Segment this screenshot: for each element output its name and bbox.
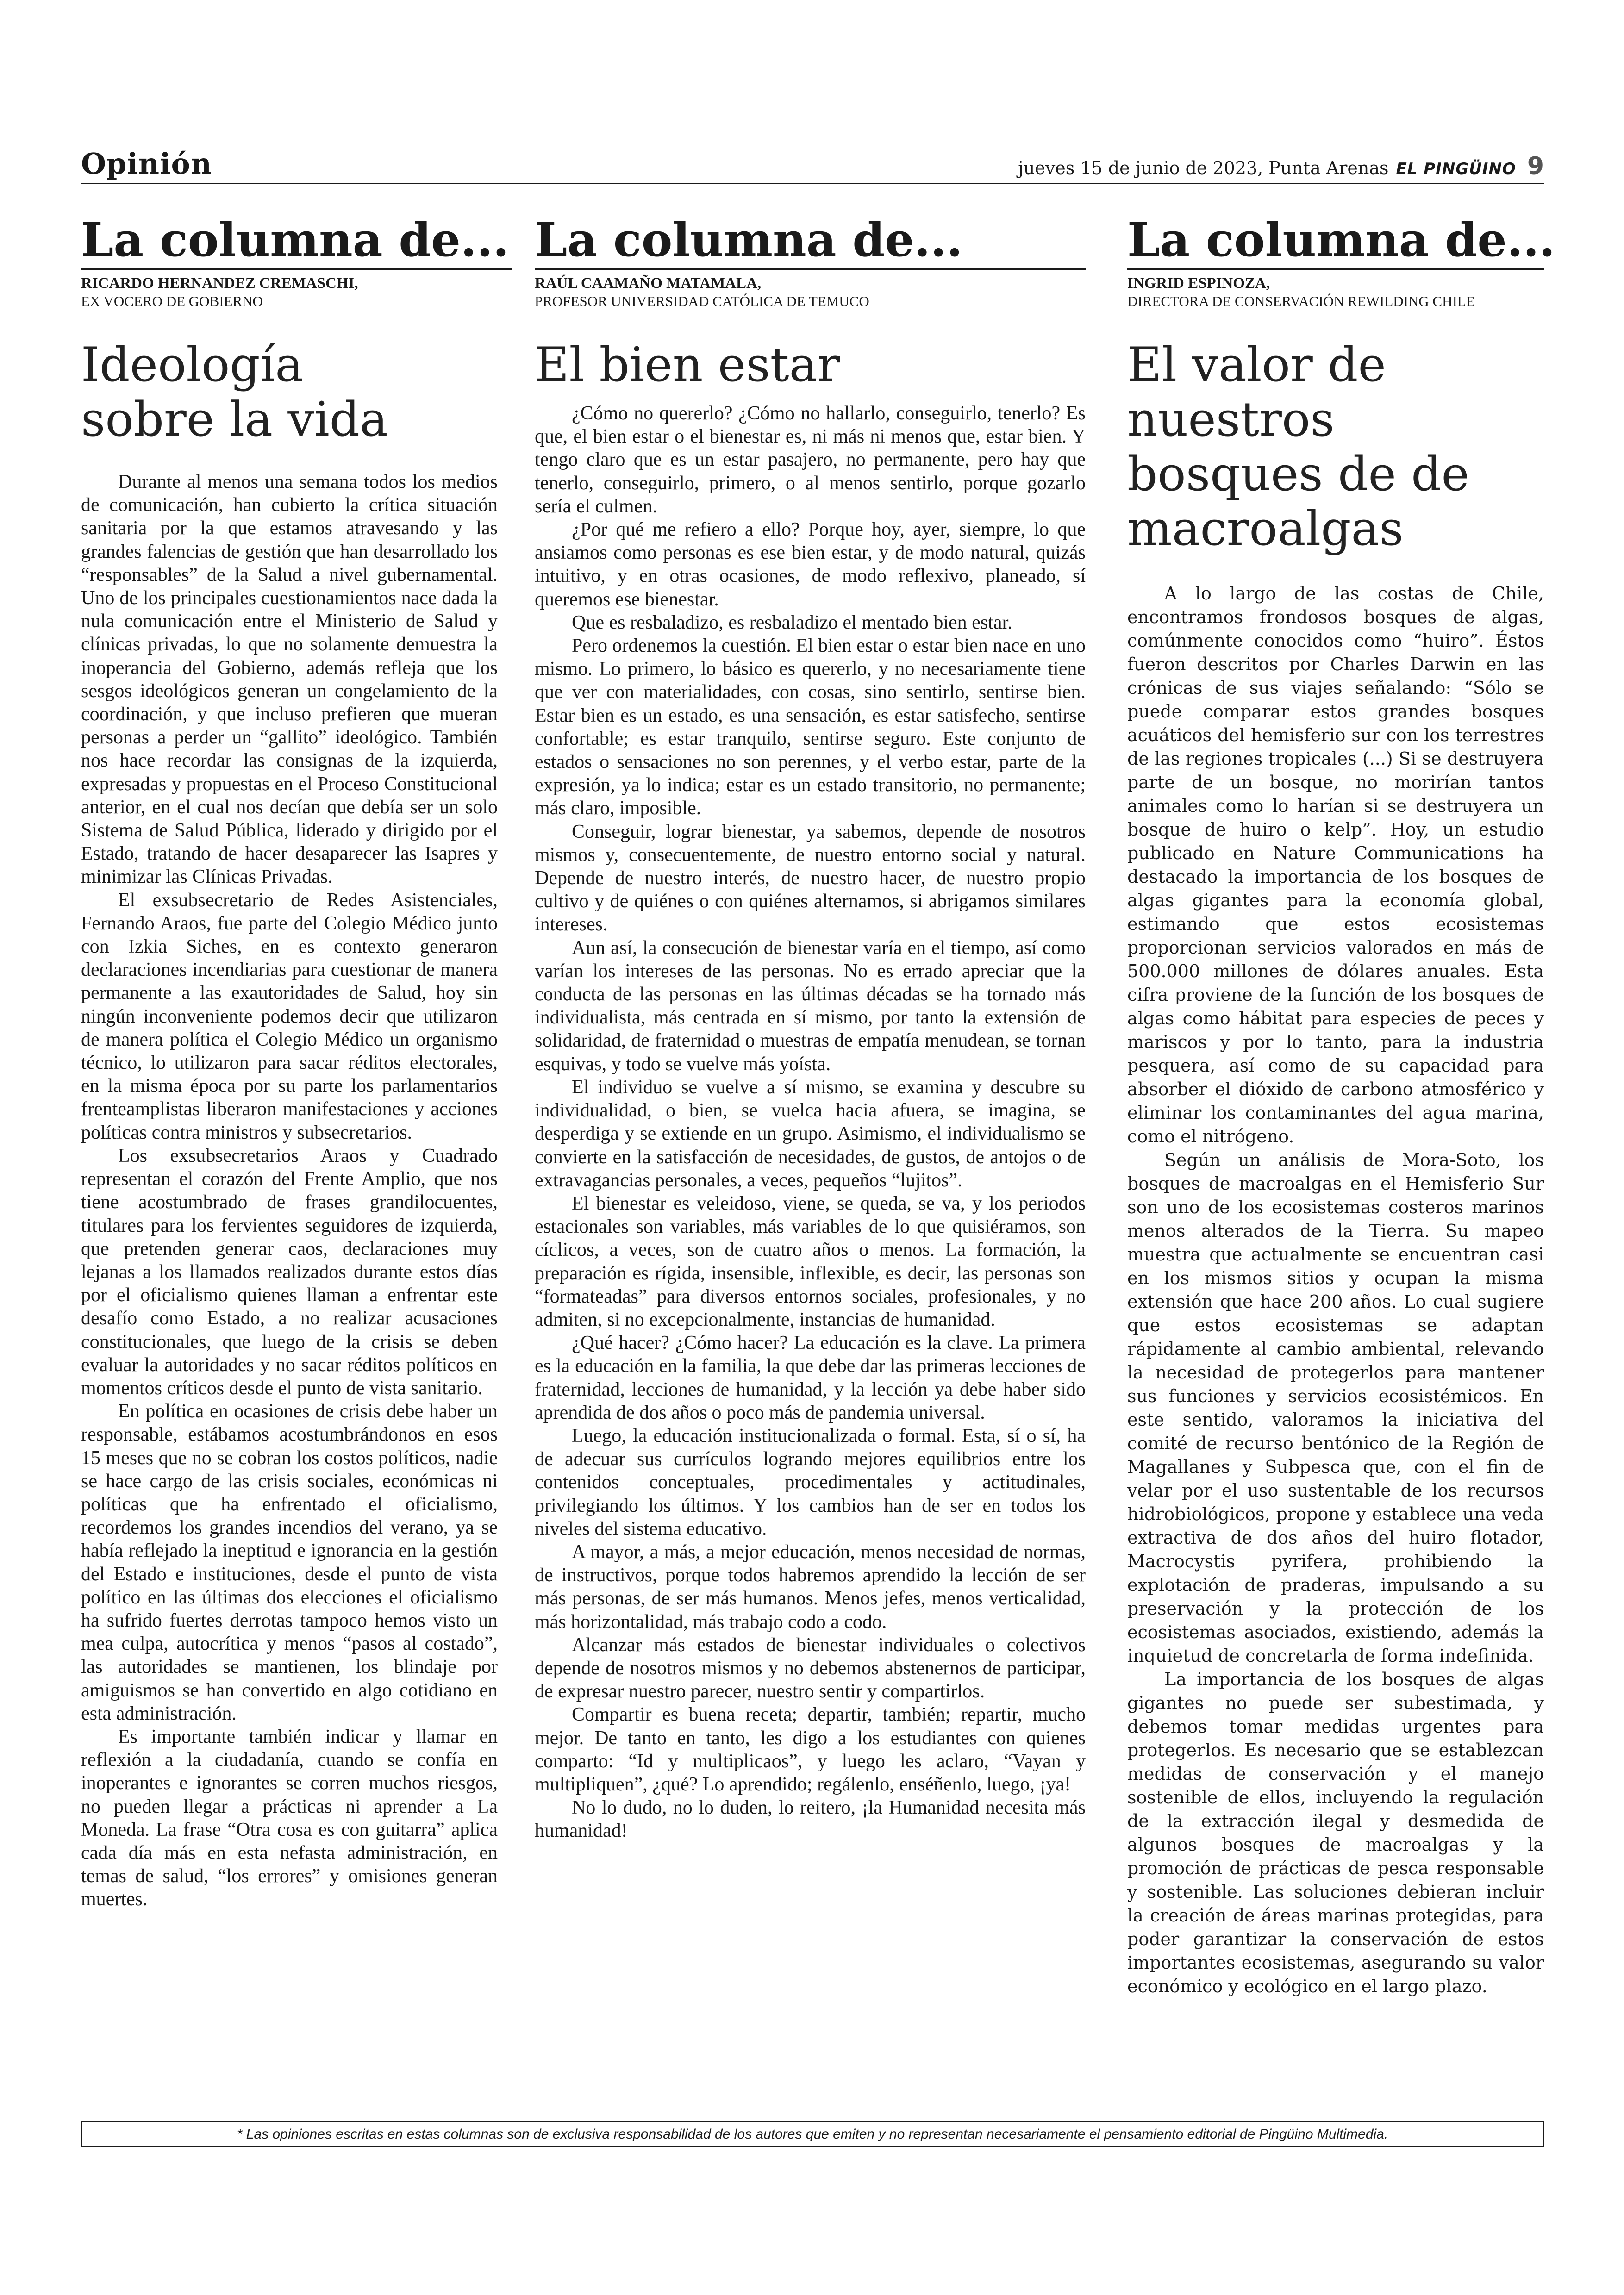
disclaimer-text: * Las opiniones escritas en estas columnas son de exclusiva responsabilidad de los autores que emiten y no representan necesariamente el pensamiento editorial de Pingüino Multimedia.	[237, 2127, 1388, 2142]
article-paragraph: En política en ocasiones de crisis debe haber un responsable, estábamos acostumbrándonos en esos 15 meses que no se cobran los costos políticos, nadie se hace cargo de las crisis sociales, económicas ni políticas que ha enfrentado el oficialismo, recordemos los grandes incendios del verano, ya se había reflejado la ineptitud e ignorancia en la gestión del Estado e instituciones, desde el punto de vista político en las últimas dos elecciones el oficialismo ha sufrido fuertes derrotas tampoco hemos visto un mea culpa, autocrítica y menos “pasos al costado”, las autoridades se mantienen, los blindaje por amiguismos se han convertido en algo cotidiano en esta administración.	[81, 1401, 498, 1724]
column-label: La columna de...	[535, 214, 1086, 270]
author-name: RICARDO HERNANDEZ CREMASCHI,	[81, 275, 358, 292]
article-paragraph: La importancia de los bosques de algas gigantes no puede ser subestimada, y debemos tomar medidas urgentes para protegerlos. Es necesario que se establezcan medidas de conservación y el manejo sostenible de ellos, incluyendo la regulación de la extracción ilegal y desmedida de algunos bosques de macroalgas y la promoción de prácticas de pesca responsable y sostenible. Las soluciones debieran incluir la creación de áreas marinas protegidas, para poder garantizar la conservación de estos importantes ecosistemas, asegurando su valor económico y ecológico en el largo plazo.	[1127, 1669, 1544, 1996]
article-body	[535, 402, 1086, 1843]
article-paragraph: Luego, la educación institucionalizada o formal. Esta, sí o sí, ha de adecuar sus currículos logrando mejores equilibrios entre los contenidos conceptuales, procedimentales y actitudinales, privilegiando los últimos. Y los cambios han de ser en todos los niveles del sistema educativo.	[535, 1425, 1086, 1540]
article-paragraph: Que es resbaladizo, es resbaladizo el mentado bien estar.	[572, 611, 1012, 633]
disclaimer-box	[81, 2121, 1544, 2147]
author-role: EX VOCERO DE GOBIERNO	[81, 293, 263, 309]
article-paragraph: Pero ordenemos la cuestión. El bien estar o estar bien nace en uno mismo. Lo primero, lo básico es quererlo, y no necesariamente tiene que ver con materialidades, con cosas, sino sentirlo, sentirse bien. Estar bien es un estado, es una sensación, es estar satisfecho, sentirse confortable; es estar tranquilo, sentirse seguro. Este conjunto de estados o sensaciones no son perennes, y el verbo estar, parte de la expresión, ya lo indica; estar es un estado transitorio, no permanente; más claro, imposible.	[535, 635, 1086, 819]
article-paragraph: No lo dudo, no lo duden, lo reitero, ¡la Humanidad necesita más humanidad!	[535, 1797, 1086, 1842]
article-paragraph: A lo largo de las costas de Chile, encontramos frondosos bosques de algas, comúnmente conocidos como “huiro”. Éstos fueron descritos por Charles Darwin en las crónicas de sus viajes señalando: “Sólo se puede comparar estos grandes bosques acuáticos del hemisferio sur con los terrestres de las regiones tropicales (...) Si se destruyera parte de un bosque, no morirían tantos animales como lo harían si se destruyera un bosque de huiro o kelp”. Hoy, un estudio publicado en Nature Communications ha destacado la importancia de los bosques de algas gigantes para la economía global, estimando que estos ecosistemas proporcionan servicios valorados en más de 500.000 millones de dólares anuales. Esta cifra proviene de la función de los bosques de algas como hábitat para especies de peces y mariscos y por lo tanto, para la industria pesquera, así como de su capacidad para absorber el dióxido de carbono atmosférico y eliminar los contaminantes del agua marina, como el nitrógeno.	[1127, 583, 1544, 1147]
article-paragraph: ¿Cómo no quererlo? ¿Cómo no hallarlo, conseguirlo, tenerlo? Es que, el bien estar o el bienestar es, ni más ni menos que, estar bien. Y tengo claro que es un estar pasajero, no permanente, pero hay que tenerlo, conseguirlo, primero, o al menos sentirlo, porque gozarlo sería el culmen.	[535, 403, 1086, 517]
page-header	[81, 146, 1544, 184]
article-paragraph: Compartir es buena receta; departir, también; repartir, mucho mejor. De tanto en tanto, les digo a los estudiantes con quienes comparto: “Id y multiplicaos”, y luego les aclaro, “Vayan y multipliquen”, ¿qué? Lo aprendido; regálenlo, enséñenlo, luego, ¡ya!	[535, 1704, 1086, 1795]
article-paragraph: Alcanzar más estados de bienestar individuales o colectivos depende de nosotros mismos y no debemos abstenernos de participar, de expresar nuestro parecer, nuestro sentir y compartirlos.	[535, 1634, 1086, 1703]
issue-date: jueves 15 de junio de 2023, Punta Arenas	[1018, 158, 1389, 178]
article-paragraph: Es importante también indicar y llamar en reflexión a la ciudadanía, cuando se confía en inoperantes e ignorantes se corren muchos riesgos, no pueden llegar a prácticas ni aprender a La Moneda. La frase “Otra cosa es con guitarra” aplica cada día más en esta nefasta administración, en temas de salud, “los errores” y omisiones generan muertes.	[81, 1726, 498, 1910]
article-paragraph: Durante al menos una semana todos los medios de comunicación, han cubierto la crítica situación sanitaria por la que estamos atravesando y las grandes falencias de gestión que han desarrollado los “responsables” de la Salud a nivel gubernamental. Uno de los principales cuestionamientos nace dada la nula comunicación entre el Ministerio de Salud y clínicas privadas, lo que no solamente demuestra la inoperancia del Gobierno, además refleja que los sesgos ideológicos generan un congelamiento de la coordinación, y que incluso prefieren que mueran personas a perder un “gallito” ideológico. También nos hace recordar las consignas de la izquierda, expresadas y propuestas en el Proceso Constitucional anterior, en el cual nos decían que debía ser un solo Sistema de Salud Pública, liderado y dirigido por el Estado, tratando de hacer desaparecer las Isapres y minimizar las Clínicas Privadas.	[81, 471, 498, 888]
article-paragraph: ¿Por qué me refiero a ello? Porque hoy, ayer, siempre, lo que ansiamos como personas es ese bien estar, y de modo natural, quizás intuitivo, y en otras ocasiones, de modo reflexivo, planeado, sí queremos ese bienestar.	[535, 519, 1086, 610]
article-paragraph: Conseguir, lograr bienestar, ya sabemos, depende de nosotros mismos y, consecuentemente, de nuestro entorno social y natural. Depende de nuestro interés, de nuestro hacer, de nuestro propio cultivo y de quiénes o con quiénes alternamos, si abrigamos similares intereses.	[535, 821, 1086, 935]
section-title: Opinión	[81, 147, 212, 181]
author-role: DIRECTORA DE CONSERVACIÓN REWILDING CHILE	[1127, 293, 1475, 309]
article-paragraph: Según un análisis de Mora-Soto, los bosques de macroalgas en el Hemisferio Sur son uno de los ecosistemas costeros marinos menos alterados de la Tierra. Su mapeo muestra que actualmente se encuentran casi en los mismos sitios y ocupan la misma extensión que hace 200 años. Lo cual sugiere que estos ecosistemas se adaptan rápidamente al cambio ambiental, relevando la necesidad de protegerlos para mantener sus funciones y servicios ecosistémicos. En este sentido, valoramos la iniciativa del comité de recurso bentónico de la Región de Magallanes y Subpesca que, con el fin de velar por el uso sustentable de los recursos hidrobiológicos, propone y establece una veda extractiva de dos años del huiro flotador, Macrocystis pyrifera, prohibiendo la explotación de praderas, impulsando a su preservación y la protección de los ecosistemas asociados, existiendo, además la inquietud de concretarla de forma indefinida.	[1127, 1150, 1544, 1666]
author-name: RAÚL CAAMAÑO MATAMALA,	[535, 275, 762, 292]
page-number: 9	[1527, 152, 1544, 180]
article-headline: El valor de nuestros bosques de de macroalgas	[1127, 337, 1469, 556]
article-headline: Ideología sobre la vida	[81, 337, 388, 447]
article-paragraph: Aun así, la consecución de bienestar varía en el tiempo, así como varían los intereses de las personas. No es errado apreciar que la conducta de las personas en las últimas décadas se ha tornado más individualista, más centrada en sí mismo, por tanto la extensión de solidaridad, de fraternidad o muestras de empatía menudean, se tornan esquivas, y todo se vuelve más yoísta.	[535, 937, 1086, 1075]
author-name: INGRID ESPINOZA,	[1127, 275, 1270, 292]
dateline	[1018, 152, 1544, 180]
article-paragraph: El individuo se vuelve a sí mismo, se examina y descubre su individualidad, o bien, se vuelca hacia afuera, se imagina, se desperdiga y se extiende en un grupo. Asimismo, el individualismo se convierte en la satisfacción de necesidades, de gustos, de antojos o de extravagancias personales, a veces, pequeños “lujitos”.	[535, 1076, 1086, 1191]
column-label: La columna de...	[1127, 214, 1544, 270]
opinion-column-3	[1127, 212, 1555, 1998]
opinion-column-1	[81, 212, 509, 1911]
newspaper-logo: EL PINGÜINO	[1396, 160, 1516, 178]
author-role: PROFESOR UNIVERSIDAD CATÓLICA DE TEMUCO	[535, 293, 869, 309]
article-paragraph: El exsubsecretario de Redes Asistenciales, Fernando Araos, fue parte del Colegio Médico junto con Izkia Siches, en es contexto generaron declaraciones incendiarias para cuestionar de manera permanente a las exautoridades de Salud, hoy sin ningún inconveniente podemos decir que utilizaron de manera política el Colegio Médico un organismo técnico, lo utilizaron para sacar réditos electorales, en la misma época por su parte los parlamentarios frenteamplistas liberaron manifestaciones y acciones políticas contra ministros y subsecretarios.	[81, 889, 498, 1143]
opinion-column-2	[535, 214, 1086, 1843]
article-paragraph: A mayor, a más, a mejor educación, menos necesidad de normas, de instructivos, porque todos habremos aprendido la lección de ser más personas, de ser más humanos. Menos jefes, menos verticalidad, más horizontalidad, más trabajo codo a codo.	[535, 1541, 1086, 1633]
article-paragraph: El bienestar es veleidoso, viene, se queda, se va, y los periodos estacionales son variables, más variables de lo que quisiéramos, son cíclicos, a veces, son de cuatro años o menos. La formación, la preparación es rígida, insensible, inflexible, es decir, las personas son “formateadas” para diversos entornos sociales, profesionales, y no admiten, si no excepcionalmente, instancias de humanidad.	[535, 1192, 1086, 1330]
column-label: La columna de...	[81, 214, 512, 270]
article-body	[81, 470, 498, 1911]
article-paragraph: ¿Qué hacer? ¿Cómo hacer? La educación es la clave. La primera es la educación en la familia, la que debe dar las primeras lecciones de fraternidad, lecciones de humanidad, y la lección ya debe haber sido aprendida de dos años o poco más de pandemia universal.	[535, 1332, 1086, 1423]
article-paragraph: Los exsubsecretarios Araos y Cuadrado representan el corazón del Frente Amplio, que nos tiene acostumbrado de frases grandilocuentes, titulares para los fervientes seguidores de izquierda, que pretenden generar caos, declaraciones muy lejanas a los llamados realizados durante estos días por el oficialismo quienes llaman a enfrentar este desafío como Estado, a no realizar acusaciones constitucionales, que luego de la crisis se deben evaluar la autoridades y no sacar réditos políticos en momentos críticos desde el punto de vista sanitario.	[81, 1145, 498, 1399]
article-body	[1127, 582, 1544, 1998]
article-headline: El bien estar	[535, 337, 840, 393]
